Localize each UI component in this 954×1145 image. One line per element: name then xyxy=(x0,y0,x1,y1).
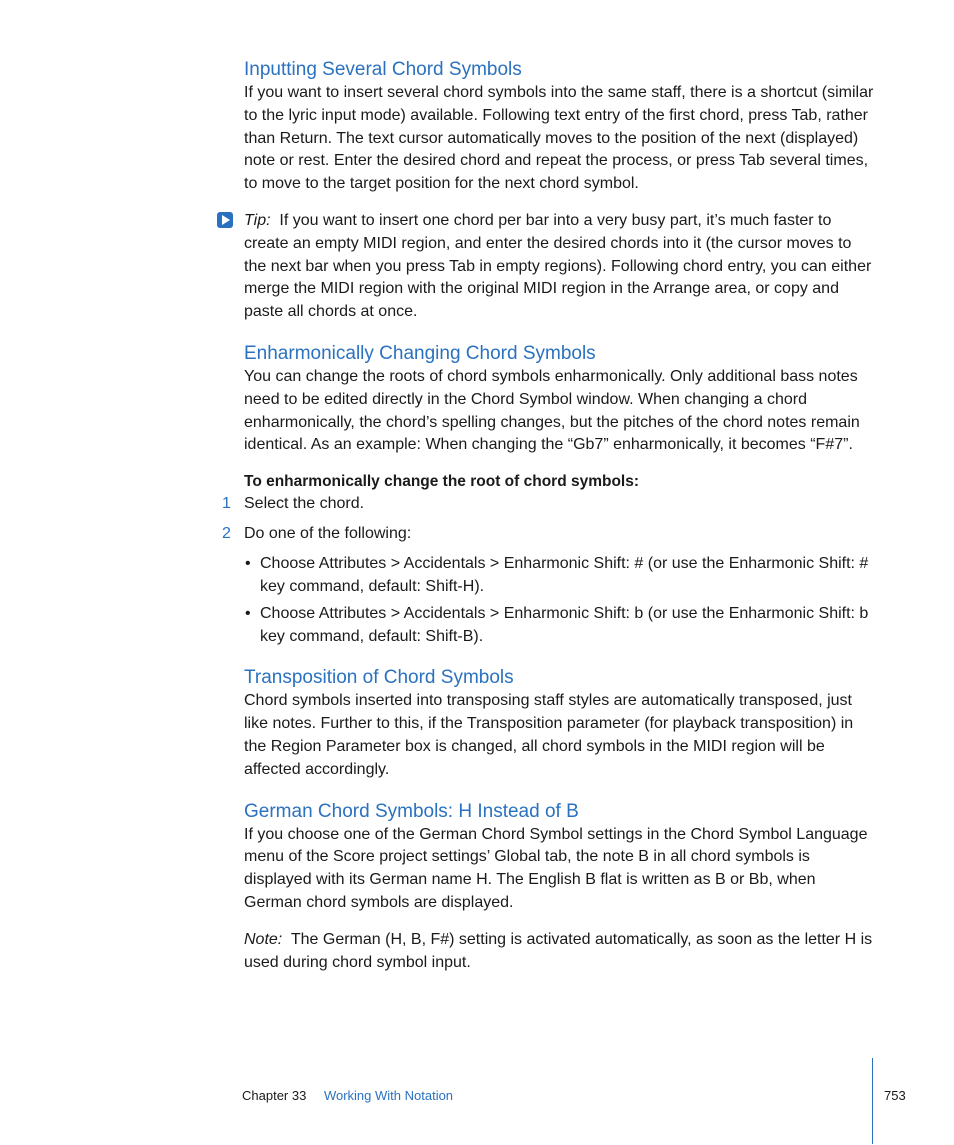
tip-label: Tip: xyxy=(244,211,271,229)
tip-paragraph xyxy=(244,210,874,324)
step-number: 2 xyxy=(222,525,231,543)
section-heading-inputting-chords: Inputting Several Chord Symbols xyxy=(244,59,522,80)
tip-arrow-icon xyxy=(216,211,234,229)
section-heading-german-symbols: German Chord Symbols: H Instead of B xyxy=(244,800,579,822)
bullet-marker: • xyxy=(245,604,251,622)
section-body-transposition: Chord symbols inserted into transposing staff styles are automatically transposed, just like notes. Further to this, if the Transposition parameter (for playback transposition) in the Region Parameter box is changed, all chord symbols in the MIDI region will be affected accordingly. xyxy=(244,692,854,778)
step-number: 1 xyxy=(222,495,231,513)
section-body-german-symbols: If you choose one of the German Chord Symbol settings in the Chord Symbol Language menu of the Score project settings’ Global tab, the note B in all chord symbols is displayed with its German name H. The English B flat is written as B or Bb, when German chord symbols are displayed. xyxy=(244,825,868,911)
step-text: Select the chord. xyxy=(244,495,365,513)
page-footer xyxy=(242,1088,453,1103)
section-body-enharmonic: You can change the roots of chord symbols enharmonically. Only additional bass notes need to be edited directly in the Chord Symbol window. When changing a chord enharmonically, the chord’s spelling changes, but the pitches of the chord notes remain identical. As an example: When changing the “Gb7” enharmonically, it becomes “F#7”. xyxy=(244,367,860,454)
step-text: Do one of the following: xyxy=(244,525,412,543)
bullet-text: Choose Attributes > Accidentals > Enharmonic Shift: # (or use the Enharmonic Shift: # key command, default: Shift-H). xyxy=(260,555,869,595)
bullet-marker: • xyxy=(245,555,251,573)
note-paragraph xyxy=(244,929,874,975)
bullet-item xyxy=(244,553,874,599)
footer-chapter-title: Working With Notation xyxy=(323,1088,454,1103)
bullet-text: Choose Attributes > Accidentals > Enharmonic Shift: b (or use the Enharmonic Shift: b key command, default: Shift-B). xyxy=(260,604,869,645)
footer-divider xyxy=(872,1058,873,1144)
note-label: Note: xyxy=(244,930,283,948)
section-body-inputting-chords: If you want to insert several chord symbols into the same staff, there is a shortcut (similar to the lyric input mode) available. Following text entry of the first chord, press Tab, rather than Return. The text cursor automatically moves to the position of the next (displayed) note or rest. Enter the desired chord and repeat the process, or press Tab several times, to move to the target position for the next chord symbol. xyxy=(244,84,874,193)
section-heading-enharmonic: Enharmonically Changing Chord Symbols xyxy=(244,342,596,364)
page-content xyxy=(222,58,874,974)
step-1 xyxy=(222,493,874,515)
step-2 xyxy=(222,523,874,545)
task-title: To enharmonically change the root of chord symbols: xyxy=(244,473,640,491)
footer-chapter: Chapter 33 xyxy=(242,1088,307,1103)
note-text: The German (H, B, F#) setting is activated automatically, as soon as the letter H is used during chord symbol input. xyxy=(244,930,873,971)
bullet-list xyxy=(244,553,874,648)
page-number: 753 xyxy=(884,1088,906,1103)
section-heading-transposition: Transposition of Chord Symbols xyxy=(244,667,514,689)
bullet-item xyxy=(244,603,874,649)
tip-text: If you want to insert one chord per bar into a very busy part, it’s much faster to create an empty MIDI region, and enter the desired chords into it (the cursor moves to the next bar when you press Tab in empty regions). Following chord entry, you can either merge the MIDI region with the original MIDI region in the Arrange area, or copy and paste all chords at once. xyxy=(244,211,872,321)
